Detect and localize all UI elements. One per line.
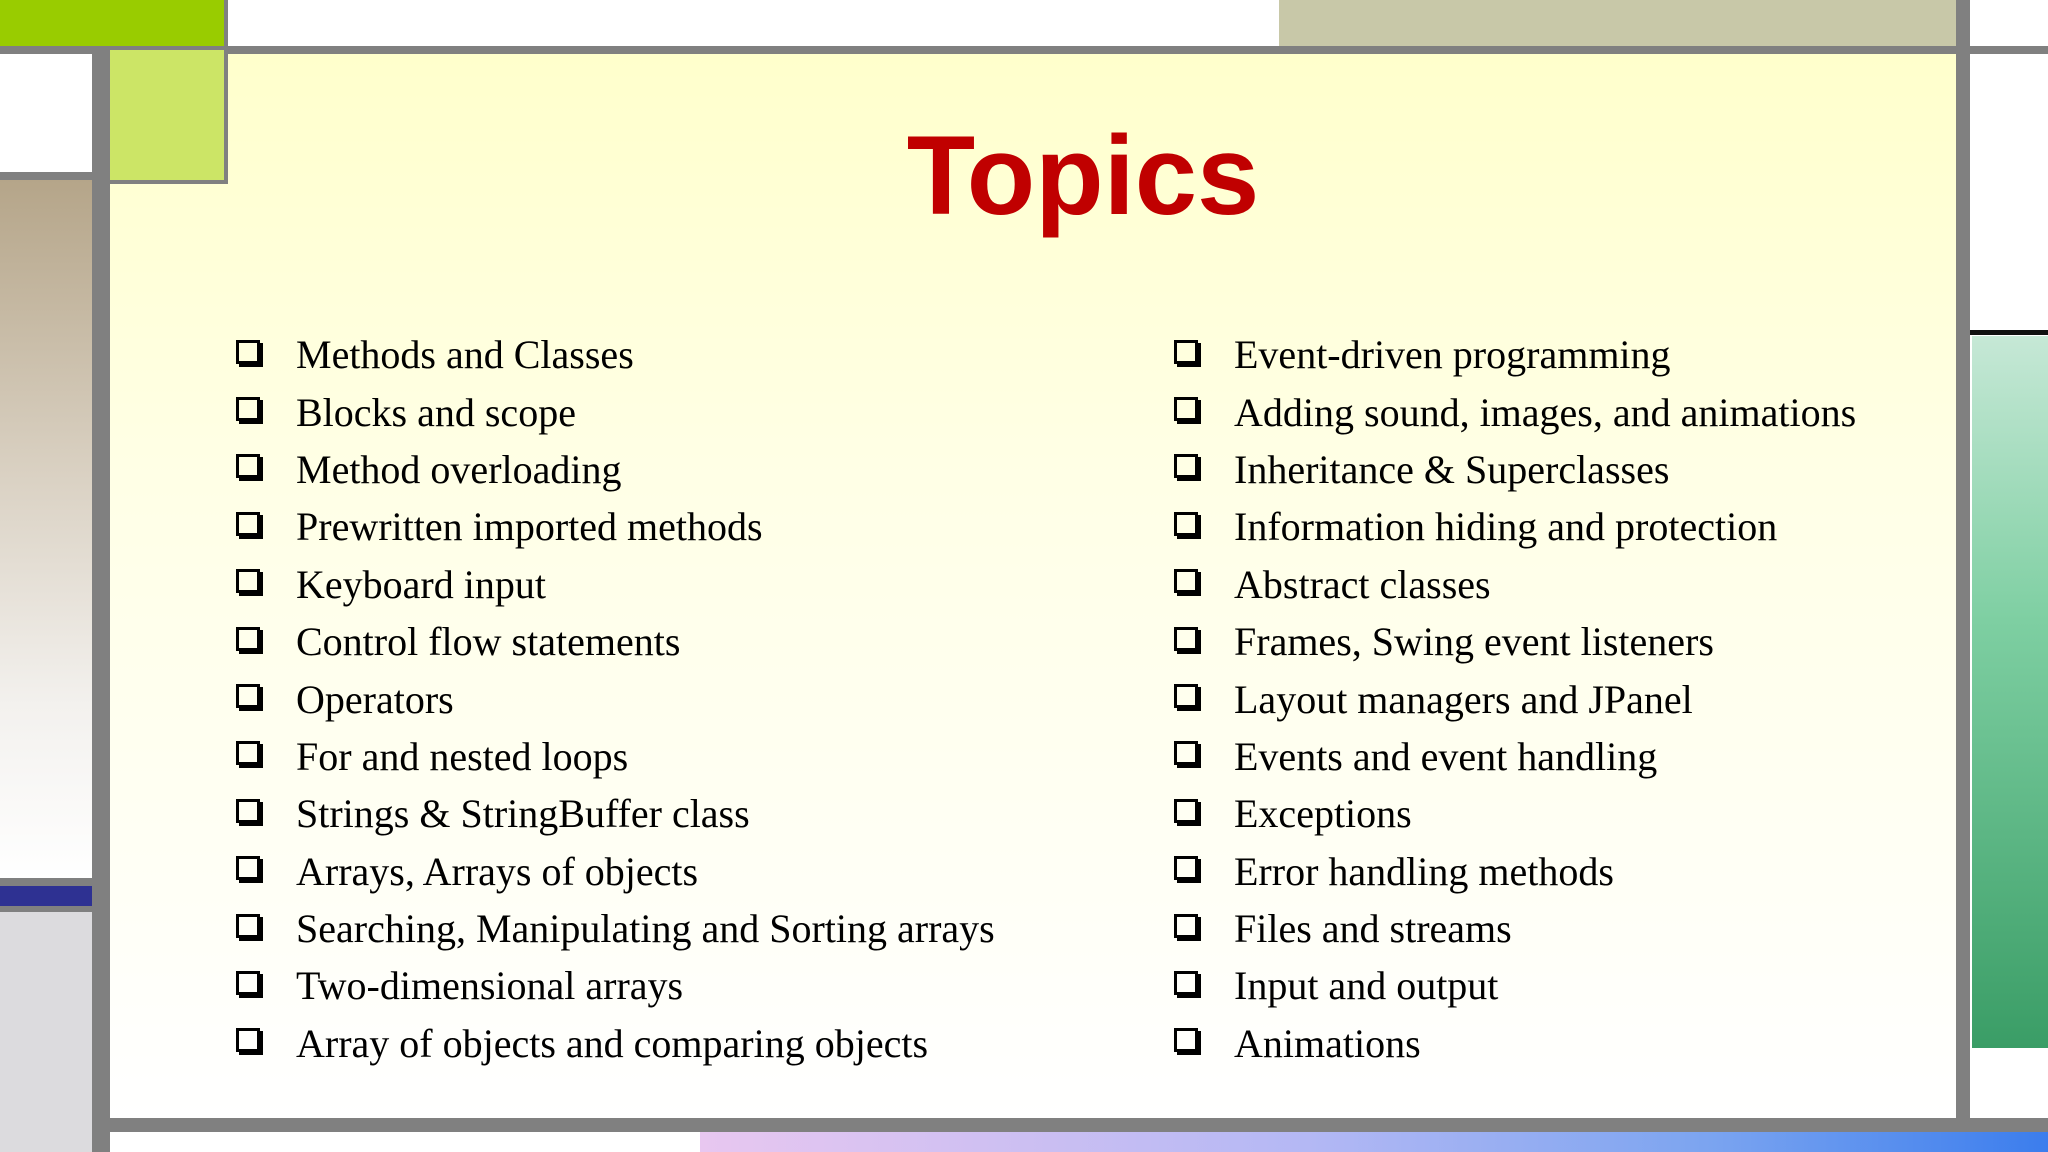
decor-left-gradient: [0, 180, 92, 880]
frame-line-top: [0, 46, 2048, 54]
topic-label: Operators: [296, 676, 454, 722]
frame-line-left-short: [0, 172, 96, 180]
checkbox-bullet-icon: [236, 856, 260, 880]
decor-green-block: [0, 0, 224, 50]
topic-label: Control flow statements: [296, 619, 681, 665]
decor-lime-square: [110, 50, 228, 184]
frame-line-bottom: [92, 1118, 2048, 1132]
topic-item: [1174, 556, 1856, 613]
topic-item: [236, 383, 995, 440]
topic-item: [1174, 957, 1856, 1014]
checkbox-bullet-icon: [1174, 799, 1198, 823]
topic-item: [1174, 613, 1856, 670]
slide-title: Topics: [906, 113, 1260, 238]
checkbox-bullet-icon: [1174, 397, 1198, 421]
checkbox-bullet-icon: [1174, 454, 1198, 478]
topic-item: [1174, 383, 1856, 440]
topic-label: Methods and Classes: [296, 332, 634, 378]
frame-line-right: [1956, 0, 1970, 1130]
topic-label: For and nested loops: [296, 733, 629, 779]
checkbox-bullet-icon: [236, 569, 260, 593]
topic-label: Abstract classes: [1234, 561, 1491, 607]
topic-list-left: [236, 326, 995, 1072]
topic-label: Method overloading: [296, 446, 622, 492]
checkbox-bullet-icon: [236, 914, 260, 938]
topic-item: [1174, 785, 1856, 842]
topic-label: Adding sound, images, and animations: [1234, 389, 1857, 435]
checkbox-bullet-icon: [236, 741, 260, 765]
checkbox-bullet-icon: [236, 340, 260, 364]
topic-label: Inheritance & Superclasses: [1234, 446, 1670, 492]
topic-item: [236, 785, 995, 842]
topic-item: [236, 900, 995, 957]
checkbox-bullet-icon: [1174, 569, 1198, 593]
topic-item: [1174, 326, 1856, 383]
frame-line-top-divider: [224, 0, 228, 50]
topic-label: Events and event handling: [1234, 733, 1658, 779]
decor-black-line: [1962, 330, 2048, 335]
checkbox-bullet-icon: [236, 454, 260, 478]
topic-item: [1174, 843, 1856, 900]
checkbox-bullet-icon: [1174, 914, 1198, 938]
checkbox-bullet-icon: [236, 397, 260, 421]
topic-item: [236, 843, 995, 900]
topic-item: [1174, 1015, 1856, 1072]
checkbox-bullet-icon: [236, 799, 260, 823]
checkbox-bullet-icon: [1174, 340, 1198, 364]
topic-item: [236, 498, 995, 555]
frame-line-navy-top: [0, 878, 96, 886]
topic-label: Layout managers and JPanel: [1234, 676, 1693, 722]
topic-label: Input and output: [1234, 963, 1499, 1009]
checkbox-bullet-icon: [236, 1028, 260, 1052]
topic-label: Arrays, Arrays of objects: [296, 848, 699, 894]
topic-label: Animations: [1234, 1020, 1421, 1066]
topic-list-right: [1174, 326, 1856, 1072]
frame-line-navy-bottom: [0, 906, 96, 912]
checkbox-bullet-icon: [236, 971, 260, 995]
topic-item: [1174, 728, 1856, 785]
decor-teal-gradient: [1972, 336, 2048, 1048]
checkbox-bullet-icon: [236, 627, 260, 651]
topic-label: Array of objects and comparing objects: [296, 1020, 929, 1066]
checkbox-bullet-icon: [1174, 971, 1198, 995]
topic-item: [236, 670, 995, 727]
topic-label: Files and streams: [1234, 906, 1512, 952]
topic-item: [236, 326, 995, 383]
topic-label: Error handling methods: [1234, 848, 1614, 894]
topic-label: Prewritten imported methods: [296, 504, 763, 550]
topic-label: Exceptions: [1234, 791, 1412, 837]
topic-item: [236, 957, 995, 1014]
checkbox-bullet-icon: [236, 684, 260, 708]
topic-item: [1174, 900, 1856, 957]
topic-item: [236, 441, 995, 498]
checkbox-bullet-icon: [1174, 684, 1198, 708]
topic-item: [236, 1015, 995, 1072]
checkbox-bullet-icon: [1174, 512, 1198, 536]
topic-item: [236, 613, 995, 670]
topic-item: [1174, 498, 1856, 555]
topic-item: [236, 556, 995, 613]
topic-item: [236, 728, 995, 785]
decor-grey-block: [0, 912, 92, 1152]
topic-label: Information hiding and protection: [1234, 504, 1778, 550]
topic-label: Keyboard input: [296, 561, 546, 607]
checkbox-bullet-icon: [1174, 856, 1198, 880]
topic-label: Blocks and scope: [296, 389, 576, 435]
checkbox-bullet-icon: [1174, 1028, 1198, 1052]
topic-label: Searching, Manipulating and Sorting arrays: [296, 906, 995, 952]
decor-bottom-gradient: [700, 1130, 2048, 1152]
topic-label: Strings & StringBuffer class: [296, 791, 750, 837]
checkbox-bullet-icon: [1174, 627, 1198, 651]
topic-item: [1174, 441, 1856, 498]
decor-bottom-white: [110, 1130, 700, 1152]
topic-item: [1174, 670, 1856, 727]
decor-navy-bar: [0, 886, 92, 906]
frame-line-left: [92, 50, 110, 1152]
checkbox-bullet-icon: [236, 512, 260, 536]
topic-label: Two-dimensional arrays: [296, 963, 684, 1009]
topic-label: Frames, Swing event listeners: [1234, 619, 1714, 665]
checkbox-bullet-icon: [1174, 741, 1198, 765]
decor-tan-block: [1279, 0, 1957, 50]
topic-label: Event-driven programming: [1234, 332, 1671, 378]
slide-content-panel: [110, 54, 1956, 1118]
